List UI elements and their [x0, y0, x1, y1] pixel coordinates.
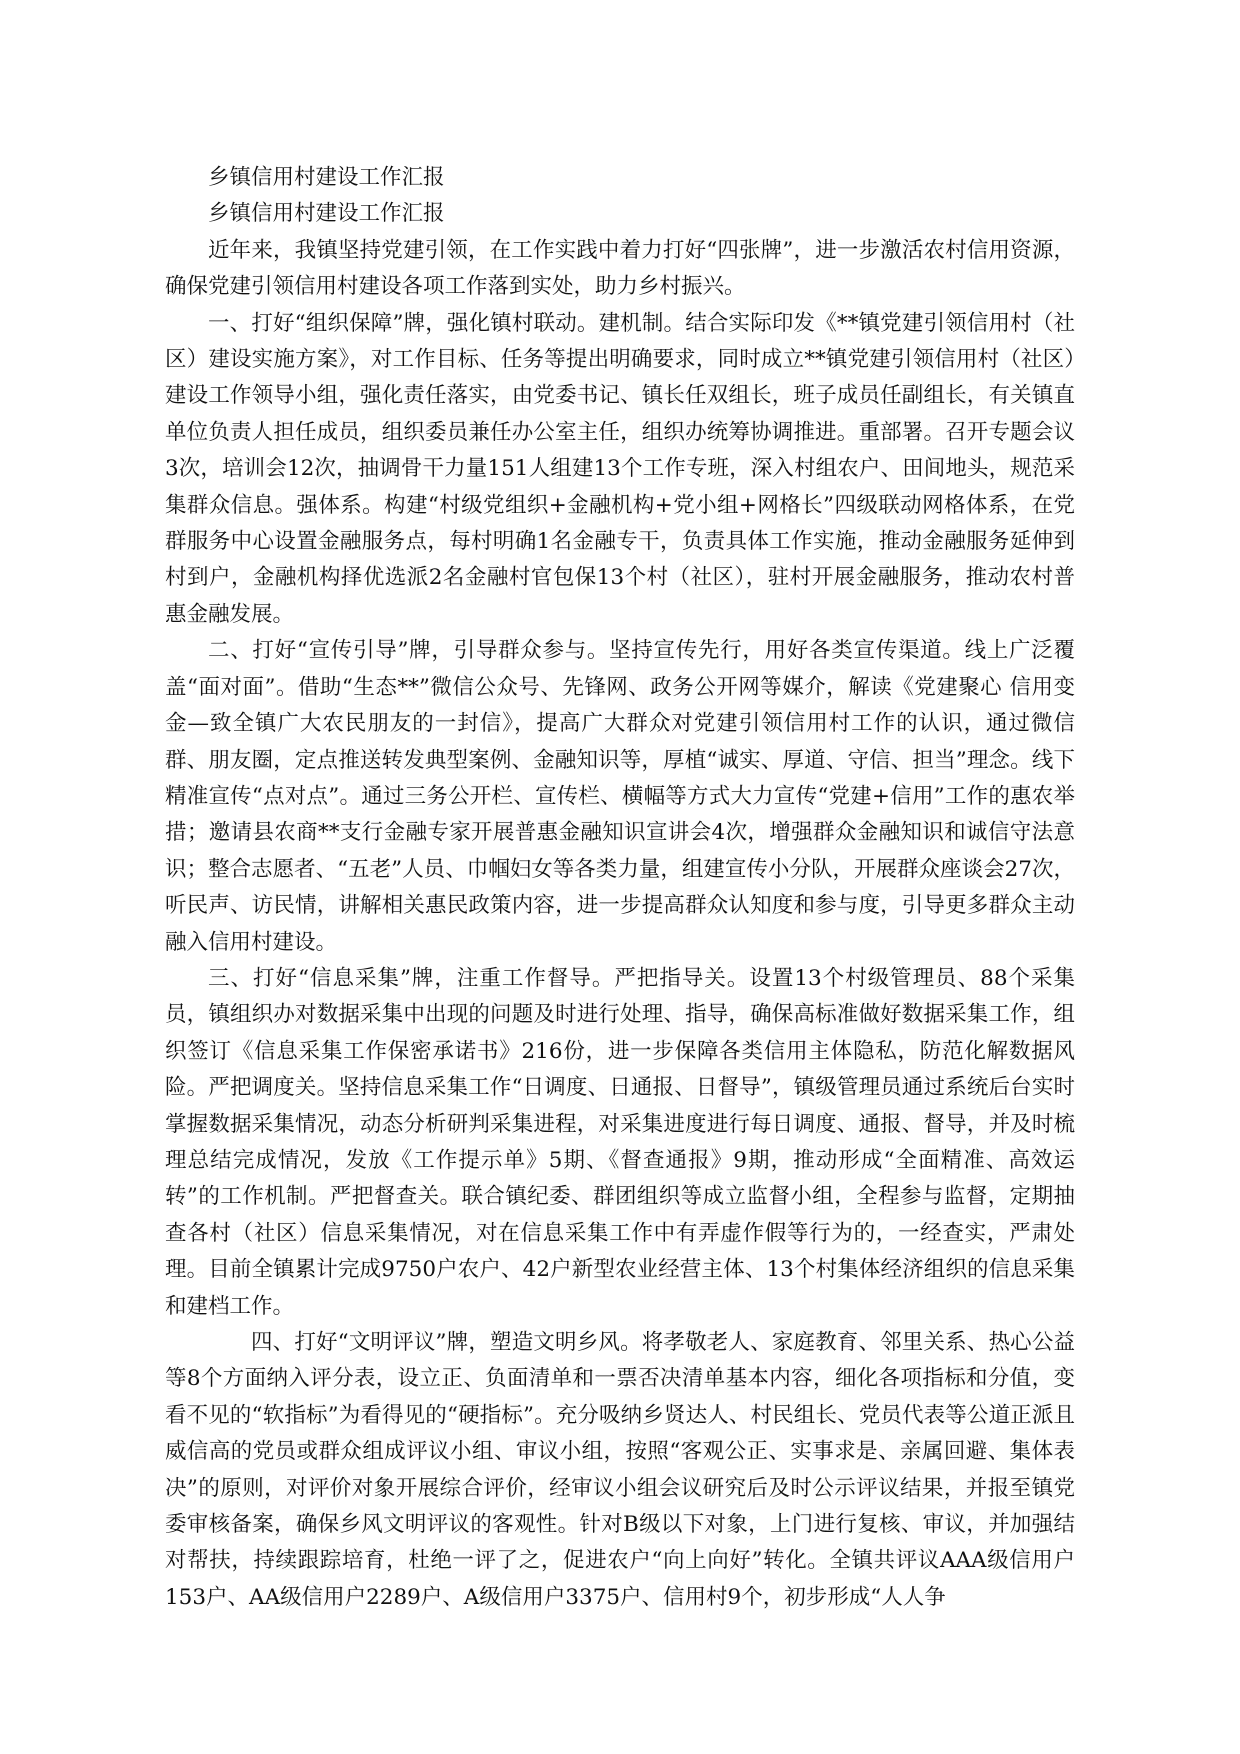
section-four-paragraph: 四、打好“文明评议”牌，塑造文明乡风。将孝敬老人、家庭教育、邻里关系、热心公益等8个方面纳入评分表，设立正、负面清单和一票否决清单基本内容，细化各项指标和分值，变看不见的“软指标”为看得见的“硬指标”。充分吸纳乡贤达人、村民组长、党员代表等公道正派且威信高的党员或群众组成评议小组、审议小组，按照“客观公正、实事求是、亲属回避、集体表决”的原则，对评价对象开展综合评价，经审议小组会议研究后及时公示评议结果，并报至镇党委审核备案，确保乡风文明评议的客观性。针对B级以下对象，上门进行复核、审议，并加强结对帮扶，持续跟踪培育，杜绝一评了之，促进农户“向上向好”转化。全镇共评议AAA级信用户153户、AA级信用户2289户、A级信用户3375户、信用村9个，初步形成“人人争	[165, 1330, 1075, 1610]
section-one-paragraph: 一、打好“组织保障”牌，强化镇村联动。建机制。结合实际印发《**镇党建引领信用村（社区）建设实施方案》，对工作目标、任务等提出明确要求，同时成立**镇党建引领信用村（社区）建设工作领导小组，强化责任落实，由党委书记、镇长任双组长，班子成员任副组长，有关镇直单位负责人担任成员，组织委员兼任办公室主任，组织办统筹协调推进。重部署。召开专题会议3次，培训会12次，抽调骨干力量151人组建13个工作专班，深入村组农户、田间地头，规范采集群众信息。强体系。构建“村级党组织+金融机构+党小组+网格长”四级联动网格体系，在党群服务中心设置金融服务点，每村明确1名金融专干，负责具体工作实施，推动金融服务延伸到村到户，金融机构择优选派2名金融村官包保13个村（社区），驻村开展金融服务，推动农村普惠金融发展。	[165, 310, 1075, 627]
intro-paragraph: 近年来，我镇坚持党建引领，在工作实践中着力打好“四张牌”，进一步激活农村信用资源，确保党建引领信用村建设各项工作落到实处，助力乡村振兴。	[165, 237, 1075, 300]
section-two-paragraph: 二、打好“宣传引导”牌，引导群众参与。坚持宣传先行，用好各类宣传渠道。线上广泛覆盖“面对面”。借助“生态**”微信公众号、先锋网、政务公开网等媒介，解读《党建聚心 信用变金—致全镇广大农民朋友的一封信》，提高广大群众对党建引领信用村工作的认识，通过微信群、朋友圈，定点推送转发典型案例、金融知识等，厚植“诚实、厚道、守信、担当”理念。线下精准宣传“点对点”。通过三务公开栏、宣传栏、横幅等方式大力宣传“党建+信用”工作的惠农举措；邀请县农商**支行金融专家开展普惠金融知识宣讲会4次，增强群众金融知识和诚信守法意识；整合志愿者、“五老”人员、巾帼妇女等各类力量，组建宣传小分队，开展群众座谈会27次，听民声、访民情，讲解相关惠民政策内容，进一步提高群众认知度和参与度，引导更多群众主动融入信用村建设。	[165, 638, 1075, 955]
section-three-paragraph: 三、打好“信息采集”牌，注重工作督导。严把指导关。设置13个村级管理员、88个采集员，镇组织办对数据采集中出现的问题及时进行处理、指导，确保高标准做好数据采集工作，组织签订《信息采集工作保密承诺书》216份，进一步保障各类信用主体隐私，防范化解数据风险。严把调度关。坚持信息采集工作“日调度、日通报、日督导”，镇级管理员通过系统后台实时掌握数据采集情况，动态分析研判采集进程，对采集进度进行每日调度、通报、督导，并及时梳理总结完成情况，发放《工作提示单》5期、《督查通报》9期，推动形成“全面精准、高效运转”的工作机制。严把督查关。联合镇纪委、群团组织等成立监督小组，全程参与监督，定期抽查各村（社区）信息采集情况，对在信息采集工作中有弄虚作假等行为的，一经查实，严肃处理。目前全镇累计完成9750户农户、42户新型农业经营主体、13个村集体经济组织的信息采集和建档工作。	[165, 965, 1075, 1319]
document-body	[165, 160, 1075, 1616]
document-title-line: 乡镇信用村建设工作汇报	[208, 165, 445, 190]
document-title-line: 乡镇信用村建设工作汇报	[208, 201, 445, 227]
